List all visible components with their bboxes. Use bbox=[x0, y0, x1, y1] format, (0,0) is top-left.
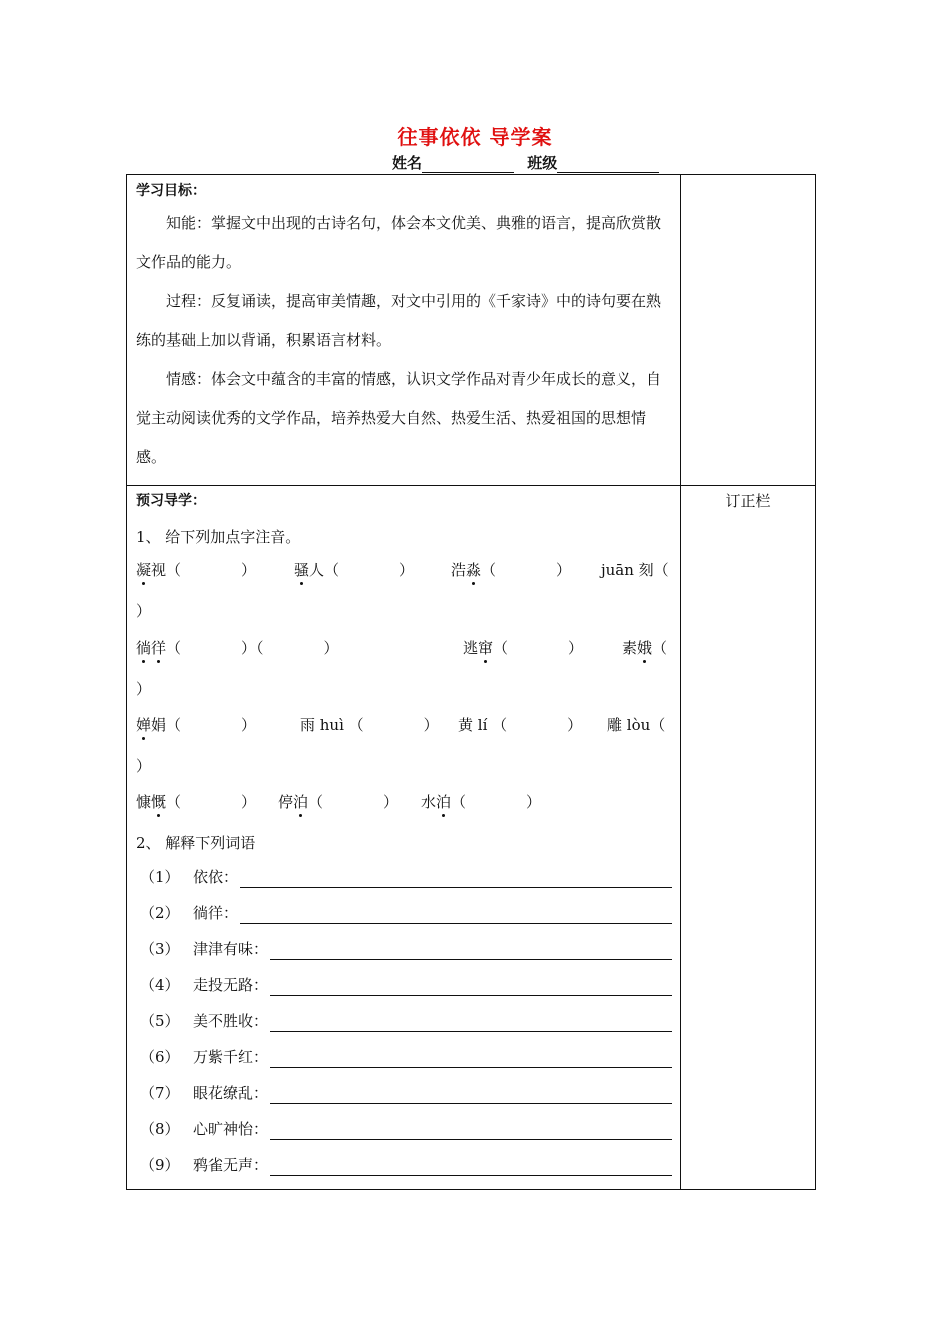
glossary-term: 心旷神怡： bbox=[193, 1120, 269, 1138]
pinyin-item-huangli: 黄 lí （ ） bbox=[458, 716, 583, 734]
goal-knowledge: 知能：掌握文中出现的古诗名句，体会本文优美、典雅的语言，提高欣赏散文作品的能力。 bbox=[136, 214, 662, 271]
pinyin-item-chanjuan: 婵娟（ ） bbox=[136, 716, 257, 734]
dotted-char: 婵 bbox=[136, 716, 152, 734]
correction-column-label: 订正栏 bbox=[725, 492, 771, 510]
glossary-number: （1） bbox=[140, 868, 180, 886]
glossary-number: （9） bbox=[140, 1156, 180, 1174]
glossary-item bbox=[140, 902, 672, 924]
name-blank[interactable] bbox=[422, 156, 514, 173]
pinyin-item-sue: 素娥（ bbox=[622, 639, 668, 657]
dotted-char: 窜 bbox=[478, 639, 494, 657]
pinyin-item-taocuan: 逃窜（ ） bbox=[463, 639, 584, 657]
glossary-term: 徜徉： bbox=[193, 904, 239, 922]
glossary-term: 依依： bbox=[193, 868, 239, 886]
glossary-item bbox=[140, 1118, 672, 1140]
glossary-number: （7） bbox=[140, 1084, 180, 1102]
dotted-char: 娥 bbox=[637, 639, 653, 657]
pinyin-item-saoren: 骚人（ ） bbox=[294, 561, 415, 579]
pinyin-item-kangkai: 慷慨（ ） bbox=[136, 793, 257, 811]
document-title: 往事依依 导学案 bbox=[397, 125, 553, 149]
name-class-line bbox=[392, 152, 659, 173]
glossary-item bbox=[140, 866, 672, 888]
glossary-term: 万紫千红： bbox=[193, 1048, 269, 1066]
name-label: 姓名 bbox=[392, 154, 423, 172]
pinyin-item-yuhui: 雨 huì （ ） bbox=[300, 716, 439, 734]
pinyin-close-paren: ） bbox=[136, 757, 152, 775]
glossary-term: 津津有味： bbox=[193, 940, 269, 958]
glossary-item bbox=[140, 974, 672, 996]
answer-blank-line[interactable] bbox=[240, 887, 672, 888]
glossary-number: （3） bbox=[140, 940, 180, 958]
pinyin-item-diaolou: 雕 lòu（ bbox=[607, 716, 666, 734]
answer-blank-line[interactable] bbox=[270, 1067, 672, 1068]
goals-heading: 学习目标： bbox=[136, 183, 206, 199]
glossary-term: 走投无路： bbox=[193, 976, 269, 994]
dotted-char: 凝 bbox=[136, 561, 152, 579]
glossary-term: 美不胜收： bbox=[193, 1012, 269, 1030]
glossary-number: （8） bbox=[140, 1120, 180, 1138]
dotted-char: 徜 bbox=[136, 639, 152, 657]
dotted-char: 淼 bbox=[466, 561, 482, 579]
pinyin-item-tingbo: 停泊（ ） bbox=[278, 793, 399, 811]
glossary-item bbox=[140, 1154, 672, 1176]
question-2: 2、 解释下列词语 bbox=[136, 834, 256, 852]
glossary-item bbox=[140, 1010, 672, 1032]
pinyin-item-juanke: juān 刻（ bbox=[601, 561, 669, 579]
answer-blank-line[interactable] bbox=[270, 959, 672, 960]
pinyin-item-changyang: 徜徉（ ）（ ） bbox=[136, 639, 339, 657]
pinyin-close-paren: ） bbox=[136, 602, 152, 620]
answer-blank-line[interactable] bbox=[240, 923, 672, 924]
dotted-char: 慨 bbox=[151, 793, 167, 811]
dotted-char: 泊 bbox=[436, 793, 452, 811]
column-divider bbox=[680, 174, 681, 1190]
dotted-char: 泊 bbox=[293, 793, 309, 811]
glossary-number: （6） bbox=[140, 1048, 180, 1066]
dotted-char: 徉 bbox=[151, 639, 167, 657]
class-label: 班级 bbox=[527, 154, 558, 172]
class-blank[interactable] bbox=[557, 156, 659, 173]
glossary-number: （4） bbox=[140, 976, 180, 994]
pinyin-item-shuipo: 水泊（ ） bbox=[421, 793, 542, 811]
glossary-item bbox=[140, 1082, 672, 1104]
answer-blank-line[interactable] bbox=[270, 1175, 672, 1176]
preview-heading: 预习导学： bbox=[136, 493, 206, 509]
pinyin-close-paren: ） bbox=[136, 680, 152, 698]
glossary-term: 眼花缭乱： bbox=[193, 1084, 269, 1102]
row-divider bbox=[126, 485, 816, 486]
answer-blank-line[interactable] bbox=[270, 995, 672, 996]
glossary-term: 鸦雀无声： bbox=[193, 1156, 269, 1174]
pinyin-item-ningshi: 凝视（ ） bbox=[136, 561, 257, 579]
pinyin-item-haomiao: 浩淼（ ） bbox=[451, 561, 572, 579]
answer-blank-line[interactable] bbox=[270, 1031, 672, 1032]
glossary-number: （2） bbox=[140, 904, 180, 922]
glossary-number: （5） bbox=[140, 1012, 180, 1030]
question-1: 1、 给下列加点字注音。 bbox=[136, 528, 301, 546]
answer-blank-line[interactable] bbox=[270, 1103, 672, 1104]
dotted-char: 骚 bbox=[294, 561, 310, 579]
glossary-item bbox=[140, 1046, 672, 1068]
goal-process: 过程：反复诵读，提高审美情趣，对文中引用的《千家诗》中的诗句要在熟练的基础上加以背诵，积累语言材料。 bbox=[136, 292, 662, 349]
glossary-item bbox=[140, 938, 672, 960]
goal-emotion: 情感：体会文中蕴含的丰富的情感，认识文学作品对青少年成长的意义，自觉主动阅读优秀的文学作品，培养热爱大自然、热爱生活、热爱祖国的思想情感。 bbox=[136, 370, 662, 466]
answer-blank-line[interactable] bbox=[270, 1139, 672, 1140]
